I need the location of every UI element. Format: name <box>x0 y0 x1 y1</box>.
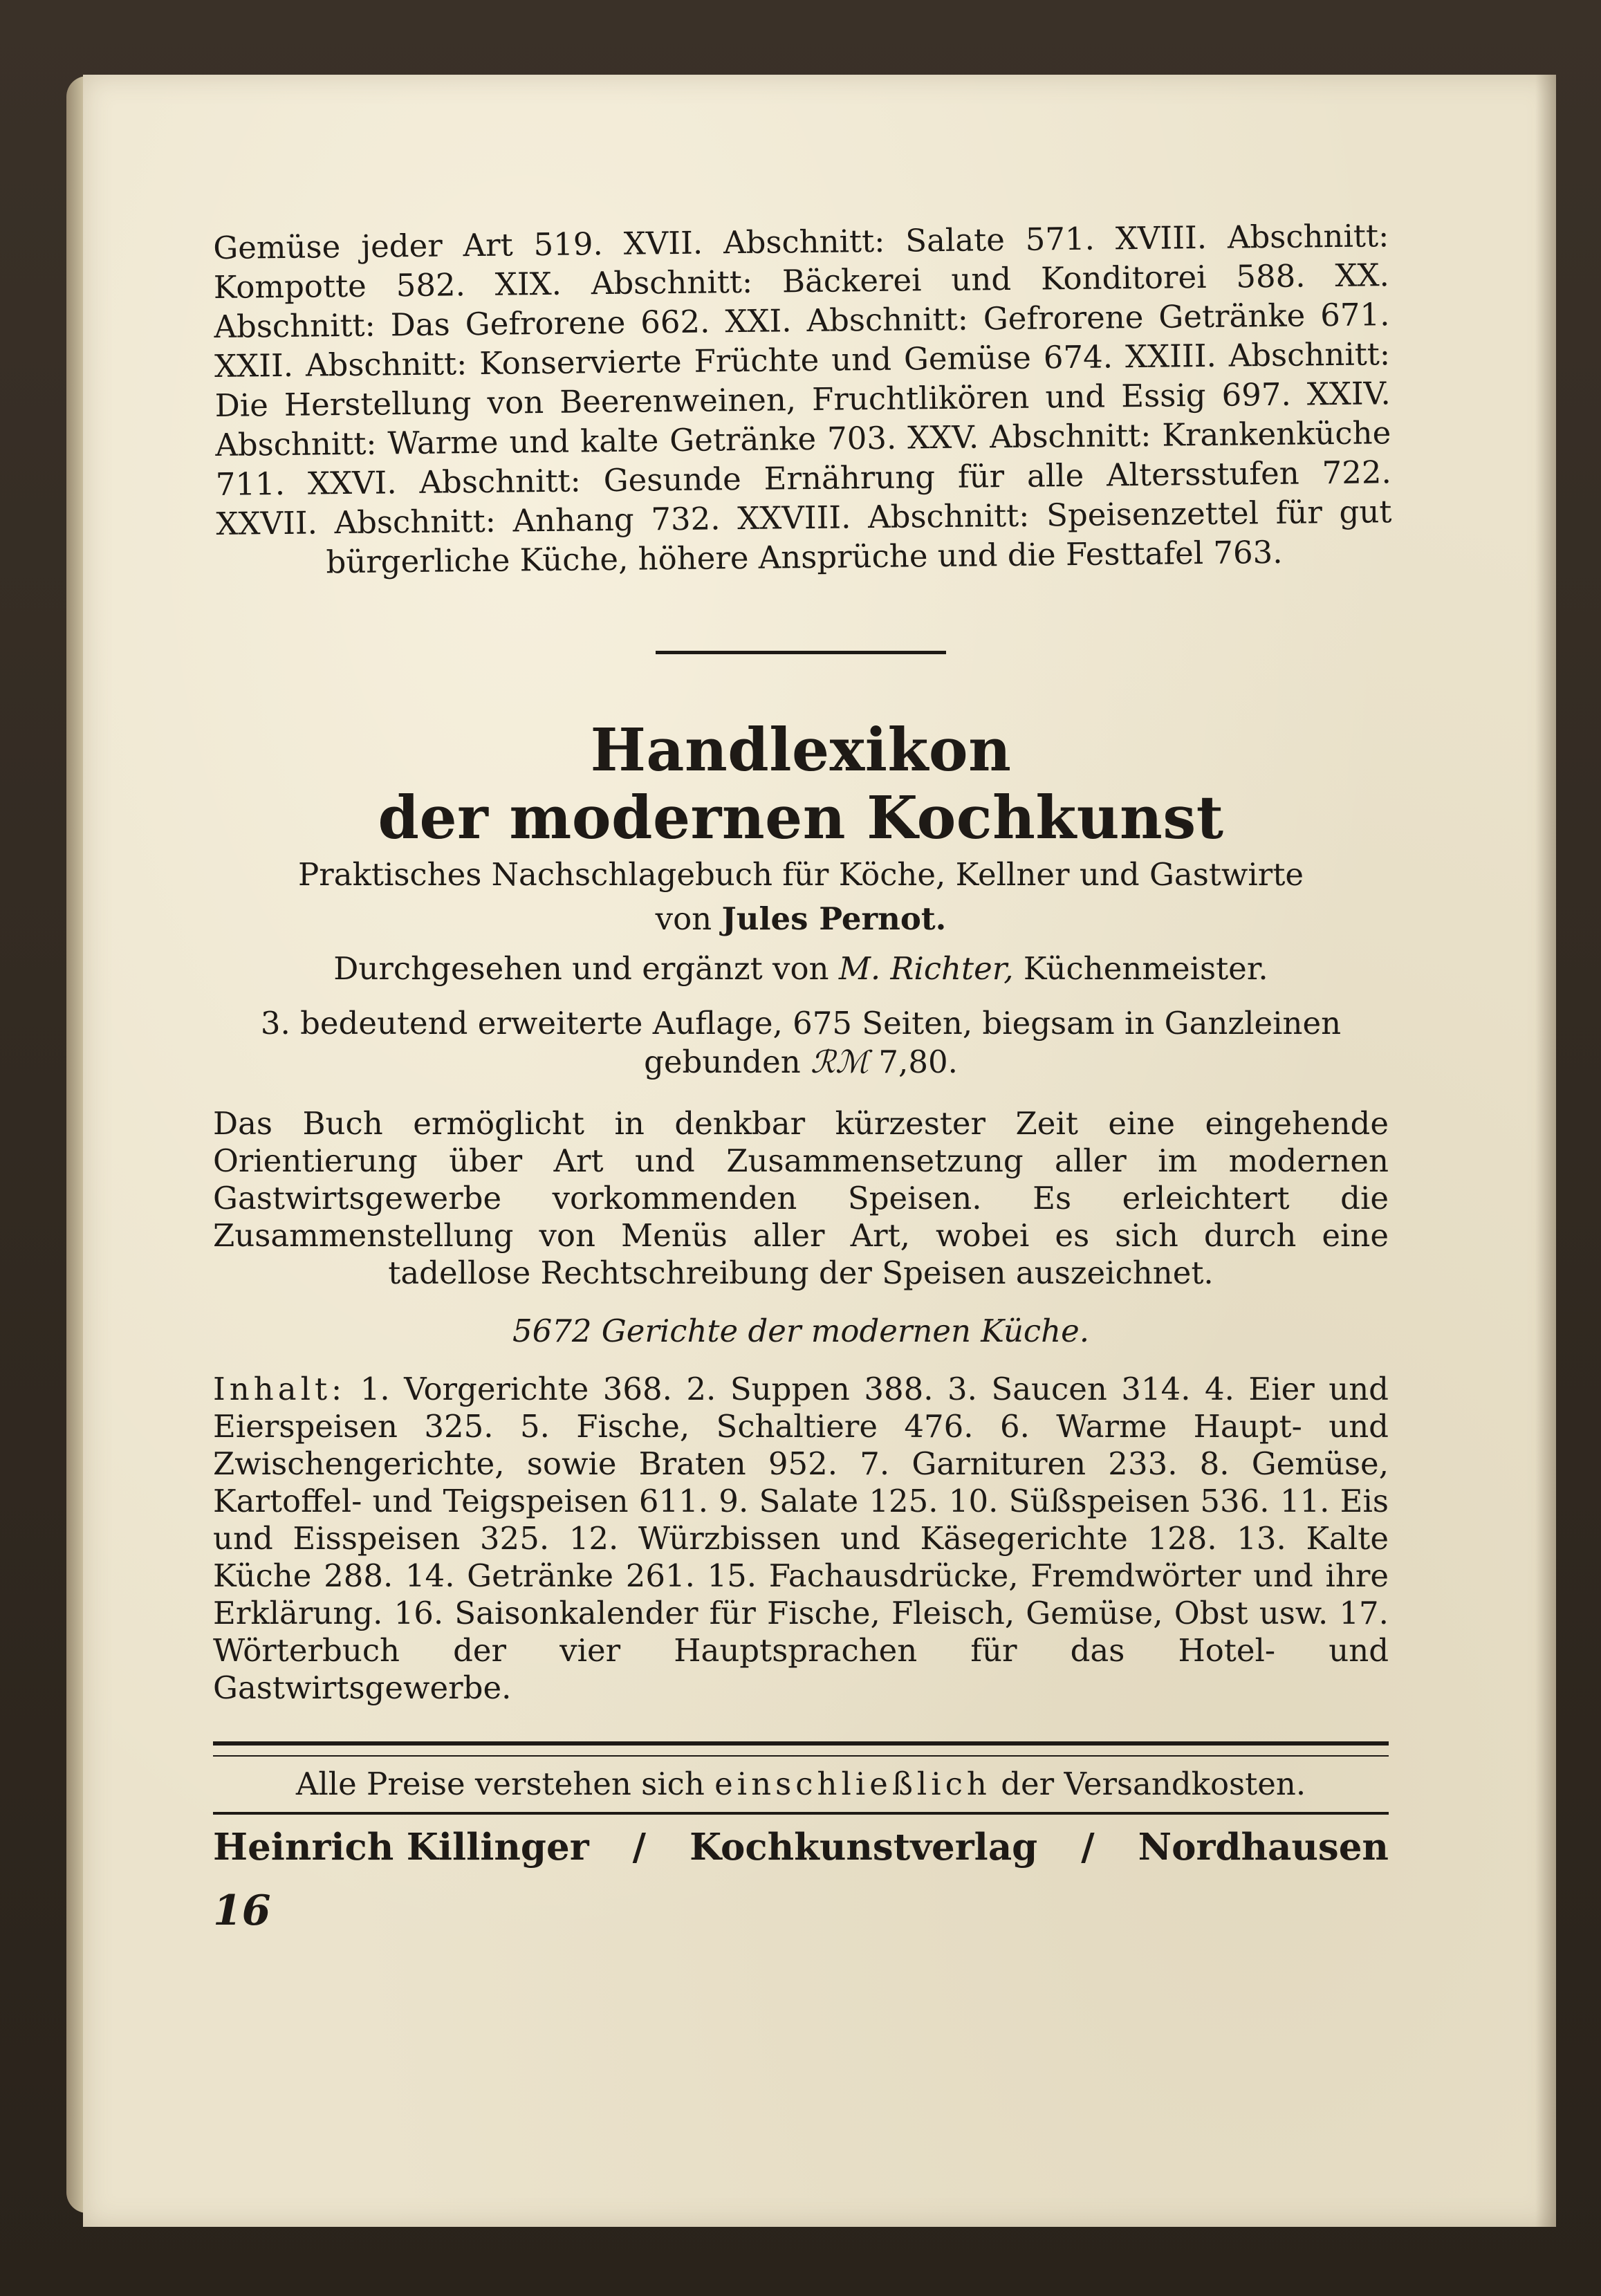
prices-spaced: einschließlich <box>714 1766 991 1802</box>
book-title <box>213 716 1389 852</box>
reviser-name: M. Richter, <box>838 950 1014 987</box>
publisher-line <box>213 1824 1389 1870</box>
book-title-line2: der modernen Kochkunst <box>378 784 1224 853</box>
gutter-shadow <box>1535 75 1556 2227</box>
prices-suffix: der Versandkosten. <box>1001 1766 1306 1802</box>
dishes-count: 5672 Gerichte der modernen Küche. <box>512 1313 1090 1349</box>
double-rule <box>213 1741 1389 1757</box>
book-description: Das Buch ermöglicht in denkbar kürzester Zeit eine eingehende Orientierung über Art und Zusammensetzung aller im modernen Gastwirtsgewerbe vorkommenden Speisen. Es erleichtert die Zusammenstellung von Menüs aller Art, wobei es sich durch eine tadellose Rechtschreibung der Speisen auszeichnet. <box>213 1105 1389 1291</box>
book-title-line1: Handlexikon <box>590 716 1012 785</box>
publisher-type: Kochkunstverlag <box>690 1826 1038 1869</box>
contents-list <box>213 1371 1389 1707</box>
price: 7,80. <box>878 1044 958 1080</box>
currency-symbol: ℛℳ <box>811 1044 869 1080</box>
thin-rule <box>213 1812 1389 1815</box>
publisher-city: Nordhausen <box>1138 1826 1389 1869</box>
author-name: Jules Pernot. <box>721 900 947 937</box>
section-divider <box>656 651 946 654</box>
contents-label: Inhalt: <box>213 1371 346 1407</box>
publisher-separator-1: / <box>632 1826 647 1869</box>
page-number: 16 <box>213 1887 271 1935</box>
publisher-separator-2: / <box>1081 1826 1095 1869</box>
edition-info <box>213 1004 1389 1082</box>
revised-line <box>213 949 1389 989</box>
contents-text: 1. Vorgerichte 368. 2. Suppen 388. 3. Saucen 314. 4. Eier und Eierspeisen 325. 5. Fische, Schaltiere 476. 6. Warme Haupt- und Zwischengerichte, sowie Braten 952. 7. Garnituren 233. 8. Gemüse, Kartoffel- und Teigspeisen 611. 9. Salate 125. 10. Süßspeisen 536. 11. Eis und Eisspeisen 325. 12. Würzbissen und Käsegerichte 128. 13. Kalte Küche 288. 14. Getränke 261. 15. Fachausdrücke, Fremdwörter und ihre Erklärung. 16. Saisonkalender für Fische, Fleisch, Gemüse, Obst usw. 17. Wörterbuch der vier Hauptsprachen für das Hotel- und Gastwirtsgewerbe. <box>213 1371 1389 1706</box>
page-content <box>213 217 1392 1935</box>
prices-prefix: Alle Preise verstehen sich <box>295 1766 705 1802</box>
revised-prefix: Durchgesehen und ergänzt von <box>333 950 829 987</box>
author-line <box>213 899 1389 939</box>
edition-text: 3. bedeutend erweiterte Auflage, 675 Seiten, biegsam in Ganzleinen gebunden <box>260 1005 1342 1080</box>
publisher-name: Heinrich Killinger <box>213 1826 589 1869</box>
prices-note <box>213 1765 1389 1804</box>
author-prefix: von <box>655 900 712 937</box>
revised-suffix: Küchenmeister. <box>1023 950 1268 987</box>
toc-continuation: Gemüse jeder Art 519. XVII. Abschnitt: Salate 571. XVIII. Abschnitt: Kompotte 582. XIX. Abschnitt: Bäckerei und Konditorei 588. XX. Abschnitt: Das Gefrorene 662. XXI. Abschnitt: Gefrorene Getränke 671. XXII. Abschnitt: Konservierte Früchte und Gemüse 674. XXIII. Abschnitt: Die Herstellung von Beerenweinen, Fruchtlikören und Essig 697. XXIV. Abschnitt: Warme und kalte Getränke 703. XXV. Abschnitt: Krankenküche 711. XXVI. Abschnitt: Gesunde Ernährung für alle Altersstufen 722. XXVII. Abschnitt: Anhang 732. XXVIII. Abschnitt: Speisenzettel für gut bürgerliche Küche, höhere Ansprüche und die Festtafel 763. <box>213 217 1392 581</box>
book-subtitle: Praktisches Nachschlagebuch für Köche, Kellner und Gastwirte <box>297 856 1304 893</box>
